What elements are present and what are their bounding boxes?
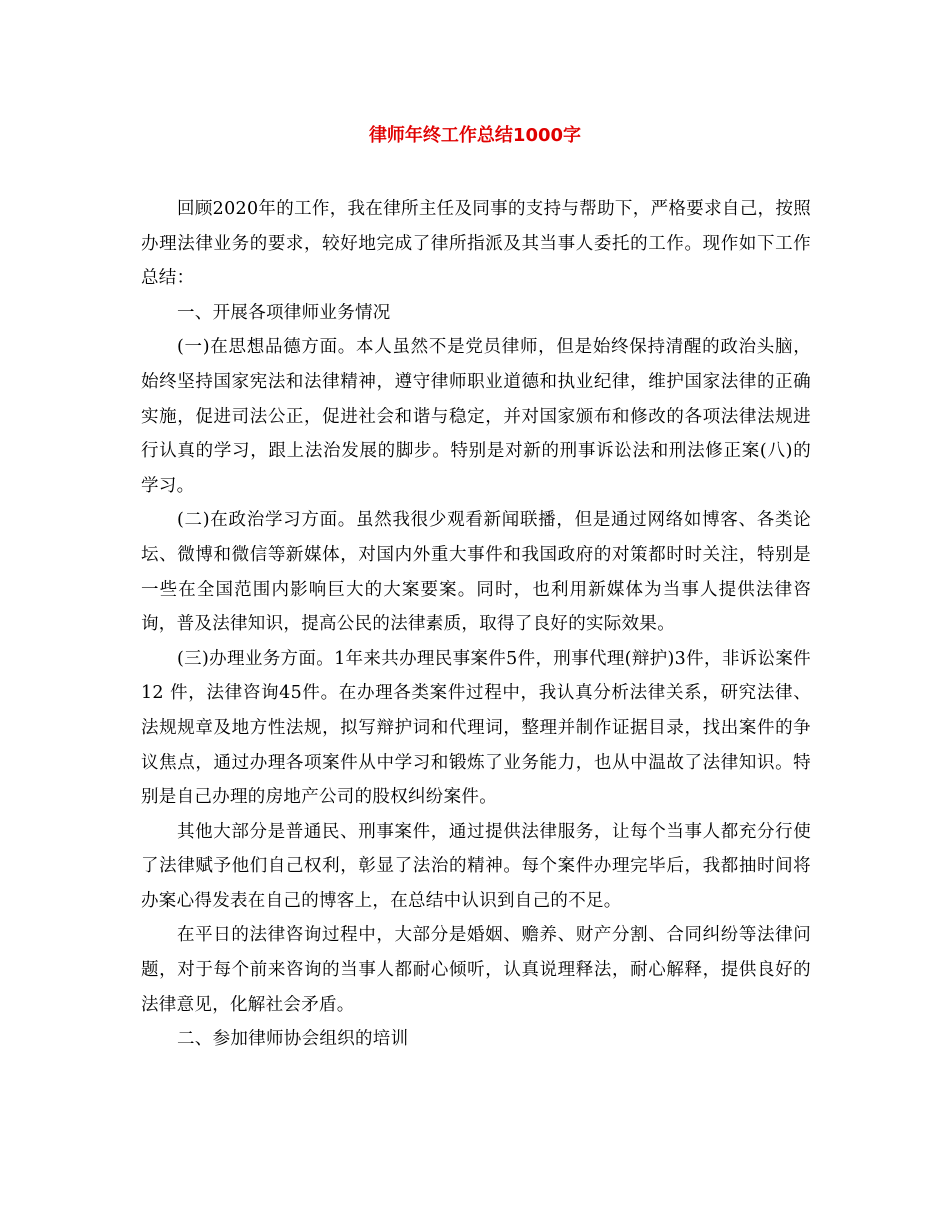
paragraph-consultation: 在平日的法律咨询过程中，大部分是婚姻、赡养、财产分割、合同纠纷等法律问题，对于每个前来咨询的当事人都耐心倾听，认真说理释法，耐心解释，提供良好的法律意见，化解社会矛盾。: [141, 925, 811, 1015]
document-body: [141, 192, 811, 1057]
section-heading-2: 二、参加律师协会组织的培训: [177, 1029, 409, 1050]
section-heading-1: 一、开展各项律师业务情况: [177, 302, 391, 323]
paragraph-intro: 回顾2020年的工作，我在律所主任及同事的支持与帮助下，严格要求自己，按照办理法律业务的要求，较好地完成了律所指派及其当事人委托的工作。现作如下工作总结：: [141, 199, 811, 289]
paragraph-other-cases: 其他大部分是普通民、刑事案件，通过提供法律服务，让每个当事人都充分行使了法律赋予他们自己权利，彰显了法治的精神。每个案件办理完毕后，我都抽时间将办案心得发表在自己的博客上，在总结中认识到自己的不足。: [141, 821, 811, 911]
paragraph-ethics: (一)在思想品德方面。本人虽然不是党员律师，但是始终保持清醒的政治头脑，始终坚持国家宪法和法律精神，遵守律师职业道德和执业纪律，维护国家法律的正确实施，促进司法公正，促进社会和谐与稳定，并对国家颁布和修改的各项法律法规进行认真的学习，跟上法治发展的脚步。特别是对新的刑事诉讼法和刑法修正案(八)的学习。: [141, 337, 811, 496]
paragraph-political-study: (二)在政治学习方面。虽然我很少观看新闻联播，但是通过网络如博客、各类论坛、微博和微信等新媒体，对国内外重大事件和我国政府的对策都时时关注，特别是一些在全国范围内影响巨大的大案要案。同时，也利用新媒体为当事人提供法律咨询，普及法律知识，提高公民的法律素质，取得了良好的实际效果。: [141, 510, 811, 635]
paragraph-case-handling: (三)办理业务方面。1年来共办理民事案件5件，刑事代理(辩护)3件，非诉讼案件12 件，法律咨询45件。在办理各类案件过程中，我认真分析法律关系，研究法律、法规规章及地方性法规，拟写辩护词和代理词，整理并制作证据目录，找出案件的争议焦点，通过办理各项案件从中学习和锻炼了业务能力，也从中温故了法律知识。特别是自己办理的房地产公司的股权纠纷案件。: [141, 648, 811, 808]
document-title: 律师年终工作总结1000字: [368, 125, 582, 146]
